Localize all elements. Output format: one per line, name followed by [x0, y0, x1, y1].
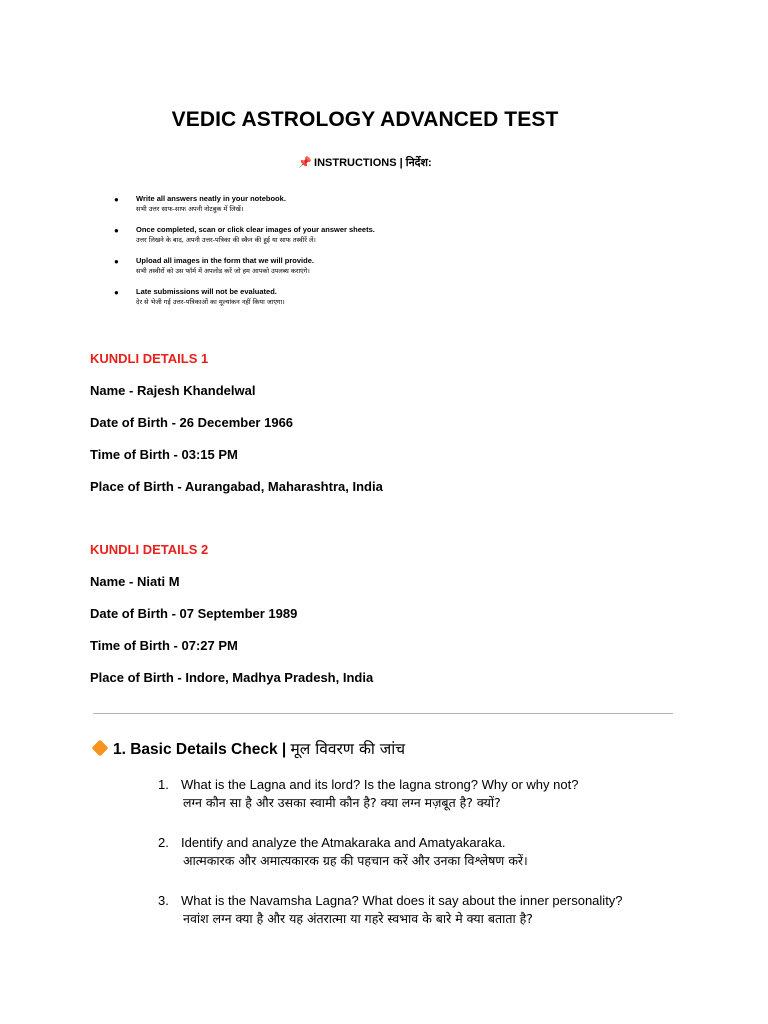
instruction-hindi: सभी तस्वीरों को उस फॉर्म में अपलोड करें जो हम आपको उपलब्ध कराएंगे।	[136, 267, 310, 275]
date-of-birth-field: Date of Birth - 07 September 1989	[90, 606, 298, 621]
section-heading-hindi: मूल विवरण की जांच	[290, 740, 406, 758]
section-heading-english: 1. Basic Details Check |	[113, 741, 291, 758]
instruction-item	[110, 287, 530, 307]
instruction-english: Upload all images in the form that we will provide.	[136, 256, 314, 265]
question-english: Identify and analyze the Atmakaraka and Amatyakaraka.	[181, 835, 506, 850]
kundli-details-1	[90, 351, 690, 511]
instruction-english: Late submissions will not be evaluated.	[136, 287, 277, 296]
instruction-hindi: उत्तर लिखने के बाद, अपनी उत्तर-पत्रिका की स्कैन की हुई या साफ तस्वीरें लें।	[136, 236, 316, 244]
bullet-icon: ●	[114, 195, 119, 204]
name-field: Name - Rajesh Khandelwal	[90, 383, 256, 398]
instruction-english: Once completed, scan or click clear images of your answer sheets.	[136, 225, 375, 234]
horizontal-divider	[93, 713, 673, 714]
kundli-heading: KUNDLI DETAILS 2	[90, 542, 209, 557]
question-item	[158, 834, 698, 892]
pushpin-icon: 📌	[298, 157, 313, 169]
instructions-heading-text: INSTRUCTIONS | निर्देश:	[314, 157, 432, 169]
instruction-hindi: सभी उत्तर साफ-साफ अपनी नोटबुक में लिखें।	[136, 205, 244, 213]
question-hindi: आत्मकारक और अमात्यकारक ग्रह की पहचान करें और उनका विश्लेषण करें।	[183, 853, 528, 868]
section-heading	[90, 737, 405, 759]
question-item	[158, 892, 698, 950]
instructions-list	[110, 194, 530, 318]
bullet-icon: ●	[114, 226, 119, 235]
question-number: 1.	[158, 777, 169, 792]
instructions-heading	[0, 155, 730, 170]
place-of-birth-field: Place of Birth - Indore, Madhya Pradesh, India	[90, 670, 374, 685]
kundli-heading: KUNDLI DETAILS 1	[90, 351, 209, 366]
instruction-item	[110, 256, 530, 276]
question-hindi: नवांश लग्न क्या है और यह अंतरात्मा या गहरे स्वभाव के बारे मे क्या बताता है?	[183, 911, 533, 926]
instruction-item	[110, 225, 530, 245]
kundli-details-2	[90, 542, 690, 702]
instruction-item	[110, 194, 530, 214]
orange-diamond-icon	[92, 740, 109, 757]
bullet-icon: ●	[114, 257, 119, 266]
time-of-birth-field: Time of Birth - 07:27 PM	[90, 638, 238, 653]
question-english: What is the Navamsha Lagna? What does it say about the inner personality?	[181, 893, 623, 908]
instruction-hindi: देर से भेजी गई उत्तर-पत्रिकाओं का मूल्यांकन नहीं किया जाएगा।	[136, 298, 285, 306]
instruction-english: Write all answers neatly in your notebook.	[136, 194, 286, 203]
question-item	[158, 776, 698, 834]
question-list	[158, 776, 698, 950]
question-english: What is the Lagna and its lord? Is the lagna strong? Why or why not?	[181, 777, 579, 792]
name-field: Name - Niati M	[90, 574, 180, 589]
question-number: 3.	[158, 893, 169, 908]
bullet-icon: ●	[114, 288, 119, 297]
document-title: VEDIC ASTROLOGY ADVANCED TEST	[171, 108, 559, 131]
time-of-birth-field: Time of Birth - 03:15 PM	[90, 447, 238, 462]
place-of-birth-field: Place of Birth - Aurangabad, Maharashtra, India	[90, 479, 383, 494]
question-hindi: लग्न कौन सा है और उसका स्वामी कौन है? क्या लग्न मज़बूत है? क्यों?	[183, 795, 501, 810]
question-number: 2.	[158, 835, 169, 850]
date-of-birth-field: Date of Birth - 26 December 1966	[90, 415, 294, 430]
